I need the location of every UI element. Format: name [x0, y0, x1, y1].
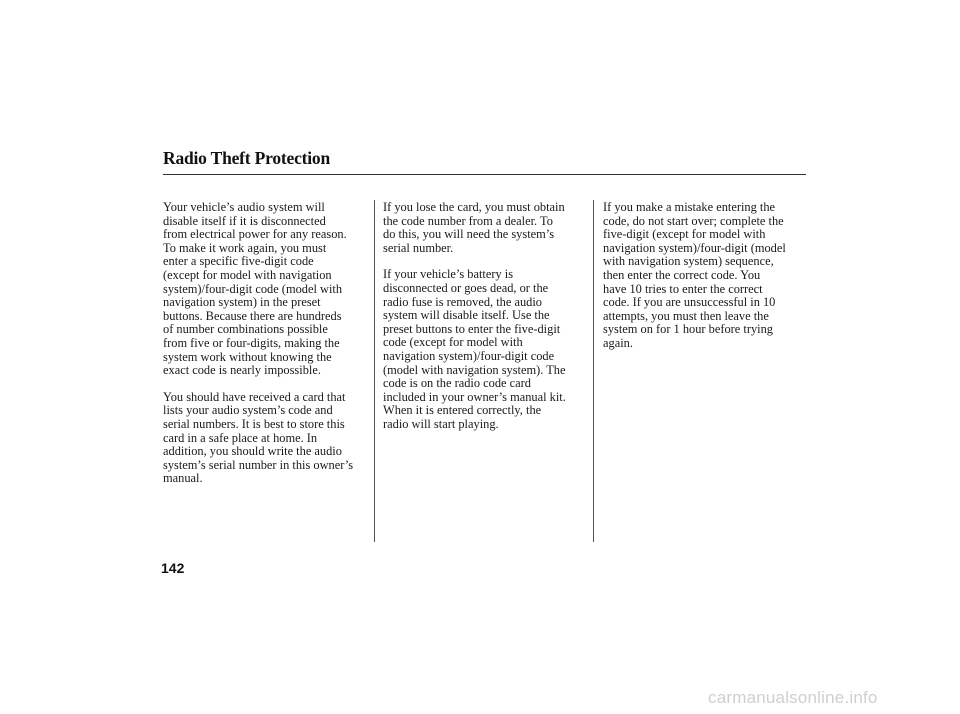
- watermark: carmanualsonline.info: [708, 688, 878, 707]
- text-column-1: [163, 201, 371, 499]
- text-column-2: [383, 201, 591, 445]
- column-divider: [593, 200, 594, 542]
- page-number: 142: [161, 560, 185, 576]
- paragraph: If you make a mistake entering the code, do not start over; complete the five-digit (except for model with navigation system)/four-digit (model with navigation system) sequence, then enter the correct code. You have 10 tries to enter the correct code. If you are unsuccessful in 10 attempts, you must then leave the system on for 1 hour before trying again.: [603, 200, 786, 350]
- paragraph: Your vehicle’s audio system will disable itself if it is disconnected from electrical power for any reason. To make it work again, you must enter a specific five-digit code (except for model with navigation system)/four-digit code (model with navigation system) in the preset buttons. Because there are hundreds of number combinations possible from five or four-digits, making the system work without knowing the exact code is nearly impossible.: [163, 200, 347, 378]
- paragraph: You should have received a card that lists your audio system’s code and serial numbers. It is best to store this card in a safe place at home. In addition, you should write the audio system’s serial number in this owner’s manual.: [163, 389, 354, 486]
- title-rule: [163, 174, 806, 175]
- page-title: Radio Theft Protection: [163, 148, 331, 168]
- paragraph: If your vehicle’s battery is disconnected or goes dead, or the radio fuse is removed, the audio system will disable itself. Use the preset buttons to enter the five-digit code (except for model with navigation system)/four-digit code (model with navigation system). The code is on the radio code card included in your owner’s manual kit. When it is entered correctly, the radio will start playing.: [383, 267, 566, 431]
- column-divider: [374, 200, 375, 542]
- paragraph: If you lose the card, you must obtain the code number from a dealer. To do this, you will need the system’s serial number.: [383, 200, 565, 255]
- text-column-3: [603, 201, 807, 364]
